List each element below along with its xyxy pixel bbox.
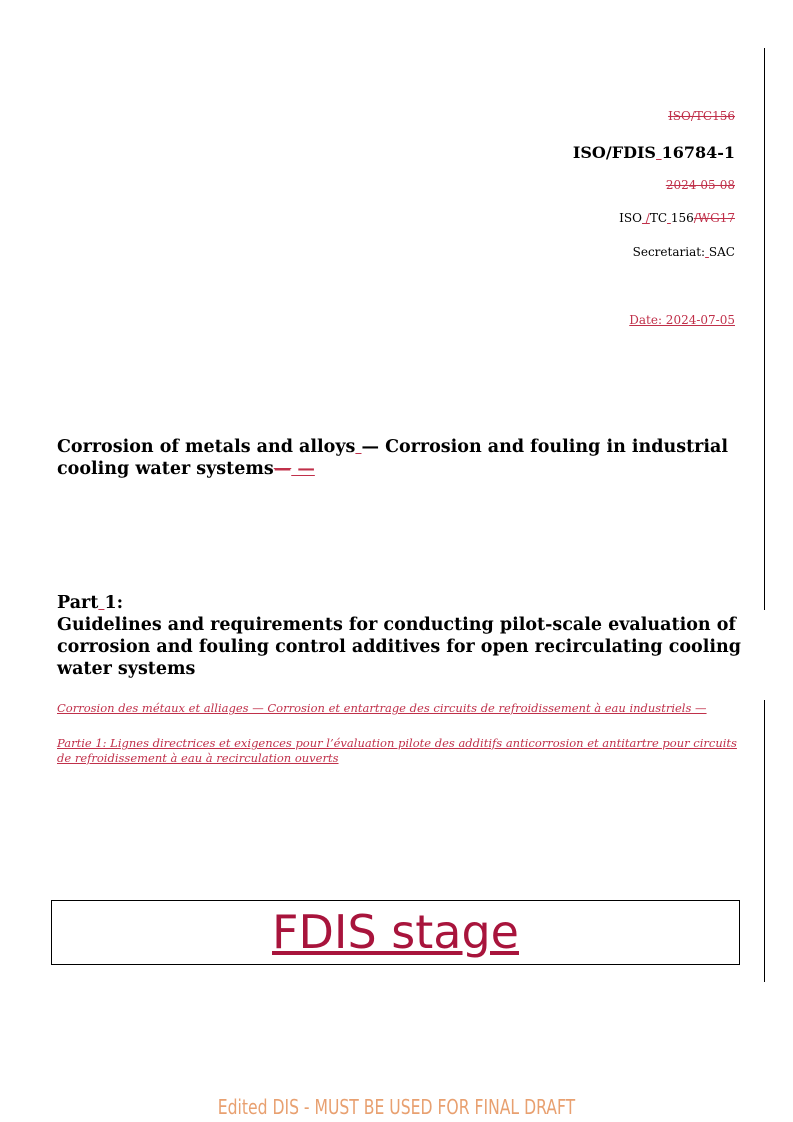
title-ins-dash: — [291, 459, 315, 479]
stage-box [51, 900, 740, 965]
title-part-a: Corrosion of metals and alloys [57, 437, 356, 457]
doc-prefix: ISO/FDIS [572, 143, 656, 162]
title-part-b: — Corrosion and fouling in industrial cooling water systems [57, 437, 729, 479]
main-title [57, 436, 747, 480]
title-del-dash: — [273, 459, 292, 479]
secretariat [633, 245, 735, 259]
doc-number-value: 16784-1 [661, 143, 735, 162]
committee-number: 156 [670, 211, 694, 225]
committee-iso: ISO [619, 211, 642, 225]
document-number [573, 143, 735, 162]
stage-label: FDIS stage [272, 905, 519, 959]
french-part-title: Partie 1: Lignes directrices et exigences pour l’évaluation pilote des additifs anticorrosion et antitartre pour circuits de refroidissement à eau à recirculation ouverts [57, 736, 737, 765]
deleted-date: 2024-05-08 [665, 178, 735, 192]
committee-reference [619, 211, 735, 225]
secretariat-value: SAC [708, 245, 735, 259]
committee-tc: TC [649, 211, 668, 225]
deleted-tc-reference: ISO/TC156 [668, 109, 735, 123]
change-bar-lower [764, 700, 765, 982]
part-number [57, 592, 747, 614]
committee-del-wg: /WG17 [693, 211, 735, 225]
inserted-date: Date: 2024-07-05 [629, 313, 735, 327]
part-title-text: Guidelines and requirements for conducting pilot-scale evaluation of corrosion and fouling control additives for open recirculating cooling water systems [57, 615, 741, 679]
change-bar-upper [764, 48, 765, 610]
french-title: Corrosion des métaux et alliages — Corrosion et entartrage des circuits de refroidissement à eau industriels — [57, 701, 707, 715]
part-number-value: 1: [104, 593, 124, 613]
watermark: Edited DIS - MUST BE USED FOR FINAL DRAFT [217, 1095, 576, 1119]
secretariat-label: Secretariat: [632, 245, 706, 259]
part-label: Part [57, 593, 99, 613]
committee-ins-slash: / [641, 211, 650, 225]
part-title [57, 592, 747, 680]
